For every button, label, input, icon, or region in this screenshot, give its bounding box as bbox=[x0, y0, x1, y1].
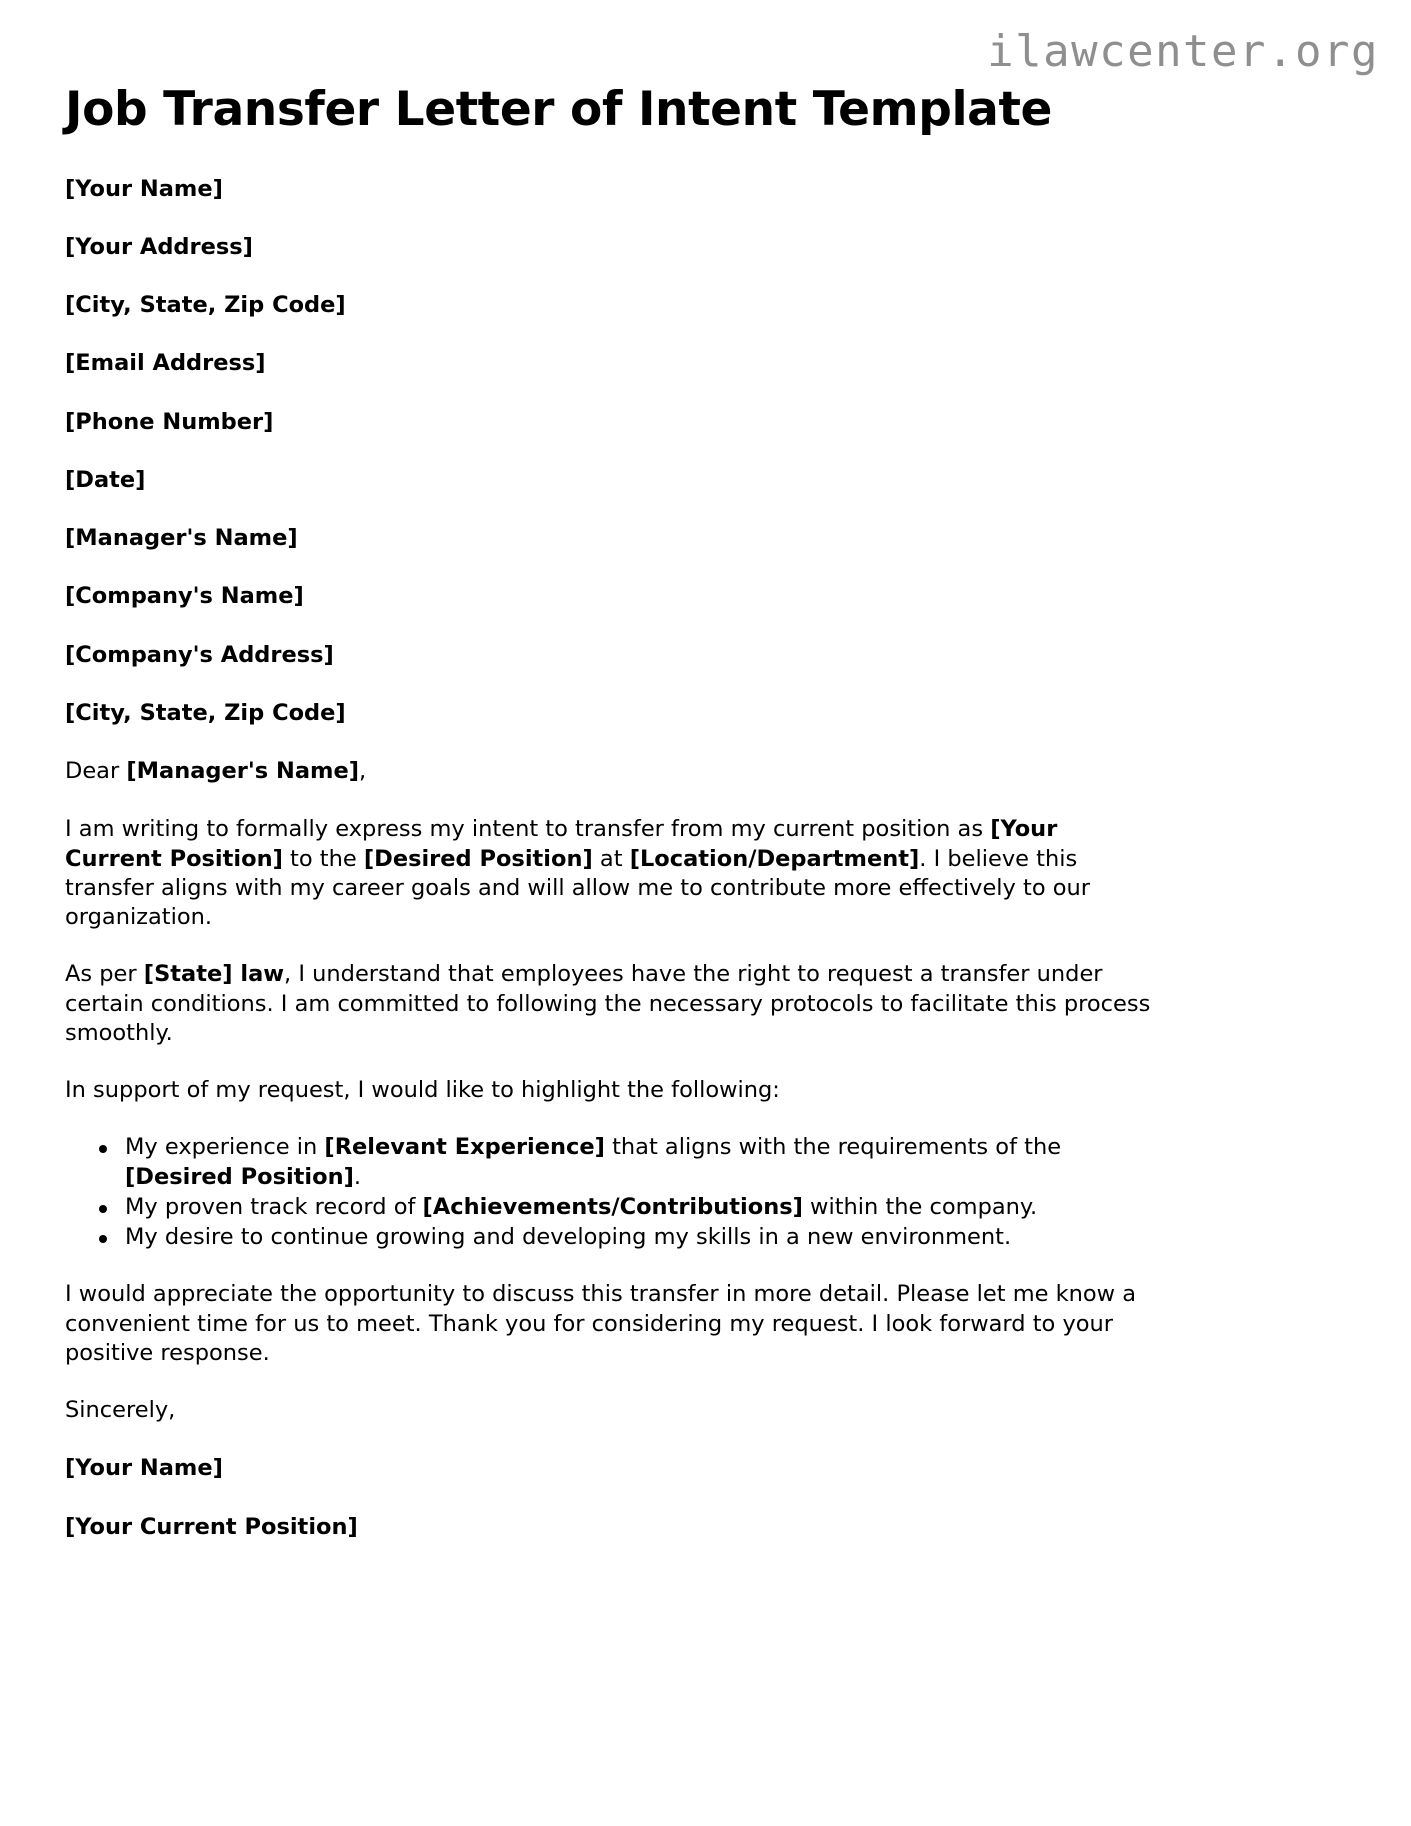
sender-phone: [Phone Number] bbox=[65, 408, 274, 435]
salutation-suffix: , bbox=[359, 758, 367, 785]
bullet1-relevant-experience: [Relevant Experience] bbox=[324, 1134, 605, 1161]
letter-date: [Date] bbox=[65, 466, 146, 493]
para1-seg1: I am writing to formally express my intent to transfer from my current position as bbox=[65, 816, 991, 843]
list-item bbox=[125, 1223, 1155, 1252]
salutation-prefix: Dear bbox=[65, 758, 127, 785]
recipient-company-address: [Company's Address] bbox=[65, 641, 334, 668]
bullet1-desired-position: [Desired Position] bbox=[125, 1163, 354, 1190]
bullet1-seg3: that aligns with the requirements of the bbox=[604, 1134, 1062, 1161]
salutation bbox=[65, 757, 1155, 786]
signature-position: [Your Current Position] bbox=[65, 1513, 358, 1540]
bullet2-achievements: [Achievements/Contributions] bbox=[422, 1193, 803, 1220]
recipient-manager-name: [Manager's Name] bbox=[65, 525, 298, 552]
sender-name: [Your Name] bbox=[65, 175, 223, 202]
para1-desired-position: [Desired Position] bbox=[363, 845, 593, 872]
para1-seg5: at bbox=[592, 845, 630, 872]
list-item bbox=[125, 1133, 1155, 1192]
para1-seg7: . I believe this transfer aligns with my career goals and will allow me to contribute more effectively to our organization. bbox=[65, 845, 1091, 931]
bullet3-seg1: My desire to continue growing and developing my skills in a new environment. bbox=[125, 1224, 1012, 1251]
sender-city-state-zip: [City, State, Zip Code] bbox=[65, 292, 346, 319]
closing-salutation: Sincerely, bbox=[65, 1397, 176, 1424]
sender-address: [Your Address] bbox=[65, 233, 253, 260]
list-intro: In support of my request, I would like to highlight the following: bbox=[65, 1077, 780, 1104]
letter-body bbox=[65, 84, 1155, 1571]
salutation-placeholder: [Manager's Name] bbox=[126, 758, 359, 785]
sender-email: [Email Address] bbox=[65, 350, 266, 377]
list-item bbox=[125, 1193, 1155, 1222]
paragraph-state-law bbox=[65, 960, 1155, 1048]
para1-seg3: to the bbox=[282, 845, 364, 872]
paragraph-closing-request: I would appreciate the opportunity to discuss this transfer in more detail. Please let me know a convenient time for us to meet. Thank you for considering my request. I look forward to your positive response. bbox=[65, 1281, 1137, 1366]
highlights-list bbox=[65, 1133, 1155, 1252]
page-title: Job Transfer Letter of Intent Template bbox=[65, 82, 1053, 137]
site-watermark: ilawcenter.org bbox=[987, 26, 1379, 77]
bullet1-seg5: . bbox=[353, 1163, 362, 1190]
para2-state-law: [State] law bbox=[143, 961, 285, 988]
bullet2-seg3: within the company. bbox=[802, 1193, 1038, 1220]
signature-name: [Your Name] bbox=[65, 1455, 223, 1482]
recipient-company-name: [Company's Name] bbox=[65, 583, 304, 610]
recipient-city-state-zip: [City, State, Zip Code] bbox=[65, 699, 346, 726]
para1-location-department: [Location/Department] bbox=[629, 845, 920, 872]
para1-current-position: [Your Current Position] bbox=[65, 816, 1058, 872]
bullet2-seg1: My proven track record of bbox=[125, 1193, 423, 1220]
paragraph-intent bbox=[65, 815, 1155, 932]
para2-seg1: As per bbox=[65, 961, 144, 988]
bullet1-seg1: My experience in bbox=[125, 1134, 325, 1161]
para2-seg3: , I understand that employees have the right to request a transfer under certain conditions. I am committed to following the necessary protocols to facilitate this process smoothly. bbox=[65, 961, 1151, 1046]
